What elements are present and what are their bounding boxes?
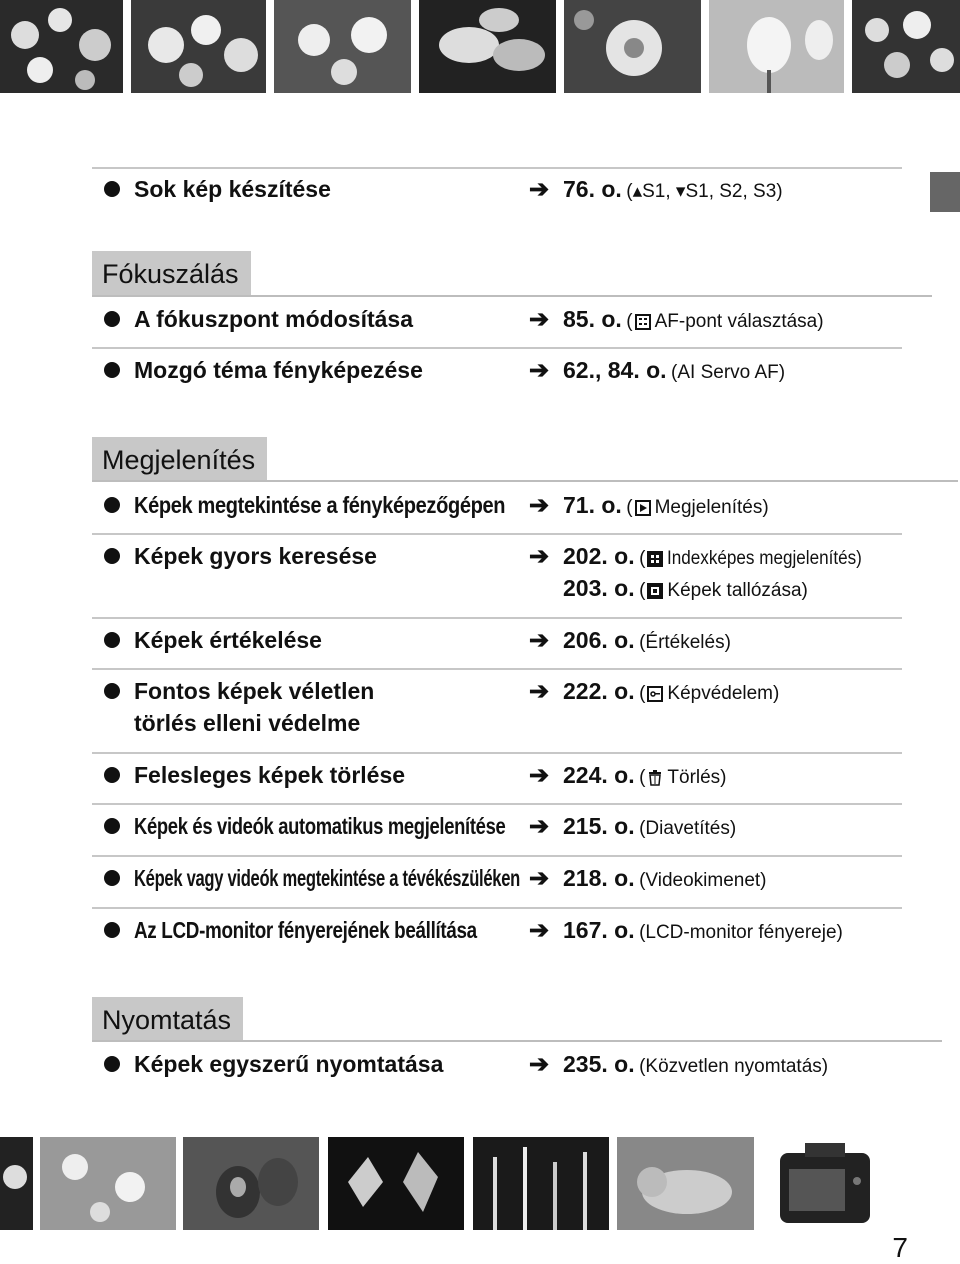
section-title: Fókuszálás bbox=[92, 251, 251, 296]
page-reference[interactable] bbox=[529, 303, 824, 339]
item-label: Képek vagy videók megtekintése a tévékészüléken bbox=[134, 865, 520, 891]
divider bbox=[92, 617, 902, 619]
page-reference[interactable] bbox=[529, 173, 783, 209]
divider bbox=[92, 480, 958, 482]
bullet-icon bbox=[104, 870, 120, 886]
list-item bbox=[104, 303, 934, 335]
arrow-right-icon: ➔ bbox=[529, 543, 550, 570]
list-item bbox=[104, 675, 934, 739]
page-number-ref: 71. o. bbox=[563, 492, 622, 518]
reference-description: (▴S1, ▾S1, S2, S3) bbox=[626, 181, 783, 202]
paren-open: ( bbox=[639, 548, 646, 569]
af-point-icon bbox=[635, 314, 651, 330]
chapter-tab-marker bbox=[930, 172, 960, 212]
photo-sleeping-cat bbox=[617, 1137, 754, 1230]
photo-white-flowers bbox=[274, 0, 411, 93]
photo-flower-bloom bbox=[564, 0, 701, 93]
paren-open: ( bbox=[626, 311, 633, 332]
item-label: Mozgó téma fényképezése bbox=[134, 357, 423, 383]
arrow-right-icon: ➔ bbox=[529, 627, 550, 654]
arrow-right-icon: ➔ bbox=[529, 865, 550, 892]
photo-tulip bbox=[709, 0, 844, 93]
divider bbox=[92, 1040, 942, 1042]
paren-open: ( bbox=[639, 580, 646, 601]
page-number-ref: 235. o. bbox=[563, 1051, 635, 1077]
list-item bbox=[104, 810, 934, 842]
page-reference[interactable] bbox=[529, 354, 785, 390]
bullet-icon bbox=[104, 683, 120, 699]
divider bbox=[92, 752, 902, 754]
paren-open: ( bbox=[639, 683, 646, 704]
reference-description: (Közvetlen nyomtatás) bbox=[639, 1056, 829, 1077]
photo-cherry-blossom bbox=[131, 0, 266, 93]
page-reference[interactable] bbox=[529, 914, 843, 950]
page-number-ref: 215. o. bbox=[563, 813, 635, 839]
reference-description: AF-pont választása) bbox=[654, 311, 824, 332]
arrow-right-icon: ➔ bbox=[529, 678, 550, 705]
camera-icon bbox=[775, 1141, 875, 1227]
arrow-right-icon: ➔ bbox=[529, 1051, 550, 1078]
page-number-ref: 167. o. bbox=[563, 917, 635, 943]
page-reference[interactable] bbox=[529, 862, 767, 898]
photo-grass bbox=[473, 1137, 609, 1230]
list-item bbox=[104, 914, 934, 946]
divider bbox=[92, 533, 902, 535]
item-label: Az LCD-monitor fényerejének beállítása bbox=[134, 917, 477, 943]
item-label: Képek gyors keresése bbox=[134, 543, 377, 569]
reference-description: (AI Servo AF) bbox=[671, 362, 786, 383]
bullet-icon bbox=[104, 311, 120, 327]
reference-description: (Értékelés) bbox=[639, 632, 731, 653]
reference-description: Képek tallózása) bbox=[667, 580, 808, 601]
list-item bbox=[104, 489, 934, 521]
paren-open: ( bbox=[626, 497, 633, 518]
divider bbox=[92, 855, 902, 857]
page-reference[interactable] bbox=[529, 1048, 828, 1084]
divider bbox=[92, 167, 902, 169]
arrow-right-icon: ➔ bbox=[529, 813, 550, 840]
arrow-right-icon: ➔ bbox=[529, 306, 550, 333]
page-number-ref: 62., 84. o. bbox=[563, 357, 667, 383]
bullet-icon bbox=[104, 497, 120, 513]
list-item bbox=[104, 540, 934, 604]
photo-cosmos bbox=[40, 1137, 176, 1230]
reference-description: Képvédelem) bbox=[667, 683, 780, 704]
page-reference[interactable] bbox=[529, 540, 884, 576]
page-reference[interactable] bbox=[529, 572, 808, 608]
photo-chestnuts bbox=[183, 1137, 319, 1230]
paren-open: ( bbox=[639, 767, 646, 788]
divider bbox=[92, 907, 902, 909]
page-number-ref: 224. o. bbox=[563, 762, 635, 788]
bullet-icon bbox=[104, 922, 120, 938]
index-icon bbox=[647, 551, 663, 567]
section-title: Megjelenítés bbox=[92, 437, 267, 482]
item-label: Felesleges képek törlése bbox=[134, 762, 406, 788]
list-item bbox=[104, 759, 934, 791]
page-reference[interactable] bbox=[529, 624, 731, 660]
photo-maple-leaves bbox=[328, 1137, 464, 1230]
list-item bbox=[104, 862, 934, 894]
page-number-ref: 218. o. bbox=[563, 865, 635, 891]
reference-description: Megjelenítés) bbox=[654, 497, 769, 518]
item-label: Sok kép készítése bbox=[134, 176, 331, 202]
item-label-line2: törlés elleni védelme bbox=[134, 710, 361, 736]
reference-description: Indexképes megjelenítés) bbox=[667, 548, 863, 569]
photo-small-flowers bbox=[852, 0, 960, 93]
item-label: Képek és videók automatikus megjelenítése bbox=[134, 813, 506, 839]
jump-icon bbox=[647, 583, 663, 599]
list-item bbox=[104, 624, 934, 656]
item-label: A fókuszpont módosítása bbox=[134, 306, 413, 332]
reference-description: (Videokimenet) bbox=[639, 870, 767, 891]
bullet-icon bbox=[104, 362, 120, 378]
page-number-ref: 85. o. bbox=[563, 306, 622, 332]
trash-icon bbox=[647, 770, 663, 786]
protect-key-icon bbox=[647, 686, 663, 702]
page-reference[interactable] bbox=[529, 759, 727, 795]
arrow-right-icon: ➔ bbox=[529, 492, 550, 519]
arrow-right-icon: ➔ bbox=[529, 762, 550, 789]
divider bbox=[92, 295, 932, 297]
section-title: Nyomtatás bbox=[92, 997, 243, 1042]
page-reference[interactable] bbox=[529, 489, 769, 525]
divider bbox=[92, 803, 902, 805]
bullet-icon bbox=[104, 181, 120, 197]
section-header-printing bbox=[92, 997, 243, 1042]
photo-blossoms bbox=[0, 0, 123, 93]
play-icon bbox=[635, 500, 651, 516]
page-reference[interactable] bbox=[529, 810, 736, 846]
page-number-ref: 222. o. bbox=[563, 678, 635, 704]
photo-leaves bbox=[419, 0, 556, 93]
page-reference[interactable] bbox=[529, 675, 779, 711]
item-label: Képek egyszerű nyomtatása bbox=[134, 1051, 444, 1077]
photo-dark-flower bbox=[0, 1137, 33, 1230]
arrow-right-icon: ➔ bbox=[529, 357, 550, 384]
section-header-focusing bbox=[92, 251, 251, 296]
arrow-right-icon: ➔ bbox=[529, 176, 550, 203]
bullet-icon bbox=[104, 818, 120, 834]
section-header-playback bbox=[92, 437, 267, 482]
list-item bbox=[104, 354, 934, 386]
bullet-icon bbox=[104, 767, 120, 783]
item-label: Képek értékelése bbox=[134, 627, 322, 653]
page-number-ref: 203. o. bbox=[563, 575, 635, 601]
reference-description: Törlés) bbox=[667, 767, 727, 788]
item-label: Fontos képek véletlen bbox=[134, 678, 375, 704]
reference-description: (LCD-monitor fényereje) bbox=[639, 922, 843, 943]
bullet-icon bbox=[104, 548, 120, 564]
bullet-icon bbox=[104, 1056, 120, 1072]
list-item bbox=[104, 1048, 934, 1080]
arrow-right-icon: ➔ bbox=[529, 917, 550, 944]
page-number-ref: 76. o. bbox=[563, 176, 622, 202]
divider bbox=[92, 347, 902, 349]
divider bbox=[92, 668, 902, 670]
page-number-ref: 206. o. bbox=[563, 627, 635, 653]
page-number: 7 bbox=[892, 1232, 908, 1263]
reference-description: (Diavetítés) bbox=[639, 818, 737, 839]
item-label: Képek megtekintése a fényképezőgépen bbox=[134, 492, 506, 518]
list-item bbox=[104, 173, 934, 205]
bullet-icon bbox=[104, 632, 120, 648]
page-number-ref: 202. o. bbox=[563, 543, 635, 569]
